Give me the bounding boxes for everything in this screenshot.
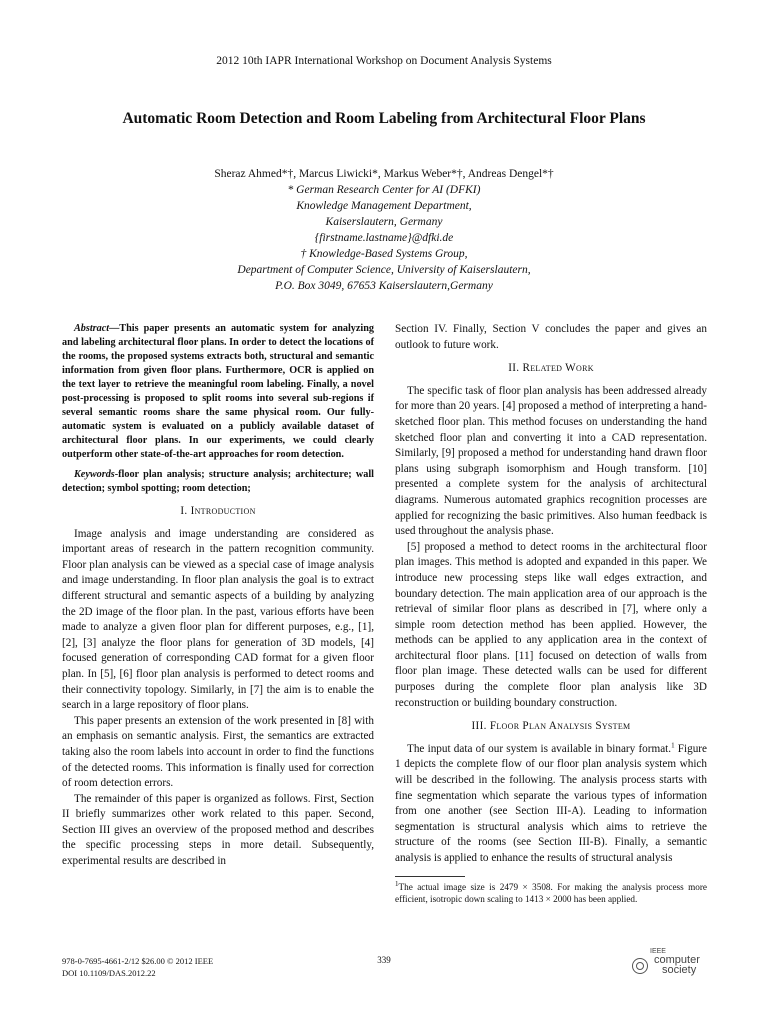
paper-title: Automatic Room Detection and Room Labeling from Architectural Floor Plans xyxy=(122,110,646,127)
affiliation-line-7: P.O. Box 3049, 67653 Kaiserslautern,Germany xyxy=(275,280,493,292)
keywords-text: -floor plan analysis; structure analysis; architecture; wall detection; symbol spotting; room detection; xyxy=(62,469,374,494)
affiliation-line-3: Kaiserslautern, Germany xyxy=(325,216,443,228)
logo-ieee-text: IEEE xyxy=(650,948,666,955)
paragraph: Image analysis and image understanding are considered as important areas of research in the pattern recognition community. Floor plan analysis can be viewed as a special case of image analysis and image understanding. In floor plan analysis the goal is to extract different structural and semantic aspects of a building by analyzing the 2D image of the floor plan. In the past, various efforts have been made to analyze a given floor plan for different purposes, e.g., [1], [2], [3] analyze the floor plans for generation of 3D models, [4] focused generation of corresponding CAD format for a given floor plan. In [5], [6] floor plan analysis is performed to detect rooms and their connectivity topology. Similarly, in [7] the aim is to enable the search in a large repository of floor plans. xyxy=(62,527,374,712)
paragraph: [5] proposed a method to detect rooms in the architectural floor plan images. This method is adopted and expanded in this paper. We introduce new processing steps like wall edges extraction, and boundary detection. The main application area of our approach is the retrieval of similar floor plans as described in [7], where only a simple room detection method has been applied. However, the methods can be applied to any application area in the context of architectural floor plans. [11] focused on detection of walls from floor plan image. These detected walls can be used for different purposes during the complete floor plan analysis like 3D reconstruction or building boundary construction. xyxy=(395,540,707,709)
author-names: Sheraz Ahmed*†, Marcus Liwicki*, Markus Weber*†, Andreas Dengel*† xyxy=(214,168,554,180)
section-heading-system: III. Floor Plan Analysis System xyxy=(471,720,631,733)
keywords-label: Keywords xyxy=(74,469,115,480)
section-heading-related-work: II. Related Work xyxy=(508,362,594,375)
affiliation-email: {firstname.lastname}@dfki.de xyxy=(314,232,454,244)
abstract-label: Abstract xyxy=(74,323,110,334)
abstract xyxy=(62,322,374,462)
left-column xyxy=(62,322,374,870)
paragraph-continued: Section IV. Finally, Section V concludes the paper and gives an outlook to future work. xyxy=(395,323,707,351)
affiliation-line-2: Knowledge Management Department, xyxy=(296,200,472,212)
keywords xyxy=(62,468,374,496)
paragraph: This paper presents an extension of the work presented in [8] with an emphasis on semantic analysis. First, the semantics are extracted taking also the room labels into account in order to find the functions of the detected rooms. This information is finally used for correction of room detection errors. xyxy=(62,714,374,790)
logo-globe-icon xyxy=(632,958,648,974)
conference-header: 2012 10th IAPR International Workshop on Document Analysis Systems xyxy=(216,55,552,67)
footnote-marker: 1 xyxy=(671,741,675,750)
affiliation-line-6: Department of Computer Science, University of Kaiserslautern, xyxy=(237,264,531,276)
section-heading-introduction: I. Introduction xyxy=(180,505,256,517)
affiliation-line-1: * German Research Center for AI (DFKI) xyxy=(287,184,481,196)
author-block xyxy=(0,166,768,294)
isbn-line: 978-0-7695-4661-2/12 $26.00 © 2012 IEEE xyxy=(62,956,214,966)
right-column xyxy=(395,322,707,905)
ieee-computer-society-logo xyxy=(628,948,708,980)
logo-computer-text: computer xyxy=(654,954,700,966)
abstract-text: —This paper presents an automatic system for analyzing and labeling architectural floor plans. In order to detect the locations of the rooms, the proposed systems extracts both, structural and semantic information from given floor plans. Furthermore, OCR is applied on the text layer to retrieve the meaningful room labeling. Finally, a novel post-processing is proposed to split rooms into several sub-regions if several semantic rooms share the same physical room. Our fully-automatic system is evaluated on a publicly available dataset of architectural floor plans. In our experiments, we could clearly outperform other state-of-the-art approaches for room detection. xyxy=(62,323,374,460)
paragraph: The remainder of this paper is organized as follows. First, Section II briefly summarizes other work related to this paper. Second, Section III gives an overview of the proposed method and describes the specific processing steps in more detail. Subsequently, experimental results are described in xyxy=(62,792,374,868)
paragraph: The specific task of floor plan analysis has been addressed already for more than 20 years. [4] proposed a method of interpreting a hand-sketched floor plan. This method focuses on understanding the hand sketched floor plan and converting it into a CAD representation. Similarly, [9] proposed a method for understanding hand drawn floor plans using subgraph isomorphism and Hough transform. [10] presented a complete system for the analysis of architectural diagrams. Numerous automated graphics recognition processes are applied for recognizing the basic primitives. Also human feedback is used throughout the analysis phase. xyxy=(395,384,707,538)
doi-line: DOI 10.1109/DAS.2012.22 xyxy=(62,968,156,978)
footnote-rule xyxy=(395,876,465,877)
logo-society-text: society xyxy=(662,964,697,976)
footnote: $^1$The actual image size is 2479 × 3508. For making the analysis process more efficient, isotropic down scaling to 1413 × 2000 has been applied. xyxy=(395,879,707,904)
paragraph: The input data of our system is available in binary format.$^1$ Figure 1 depicts the complete flow of our floor plan analysis system which will be described in the following. The analysis process starts with fine segmentation which separate the various types of information from one another (see Section III-A). Leading to information segmentation is structural analysis which aims to retrieve the structure of the rooms (see Section III-B). Finally, a semantic analysis is applied to enhance the results of structural analysis xyxy=(395,741,707,864)
page-number: 339 xyxy=(377,955,391,965)
affiliation-line-5: † Knowledge-Based Systems Group, xyxy=(300,248,468,260)
